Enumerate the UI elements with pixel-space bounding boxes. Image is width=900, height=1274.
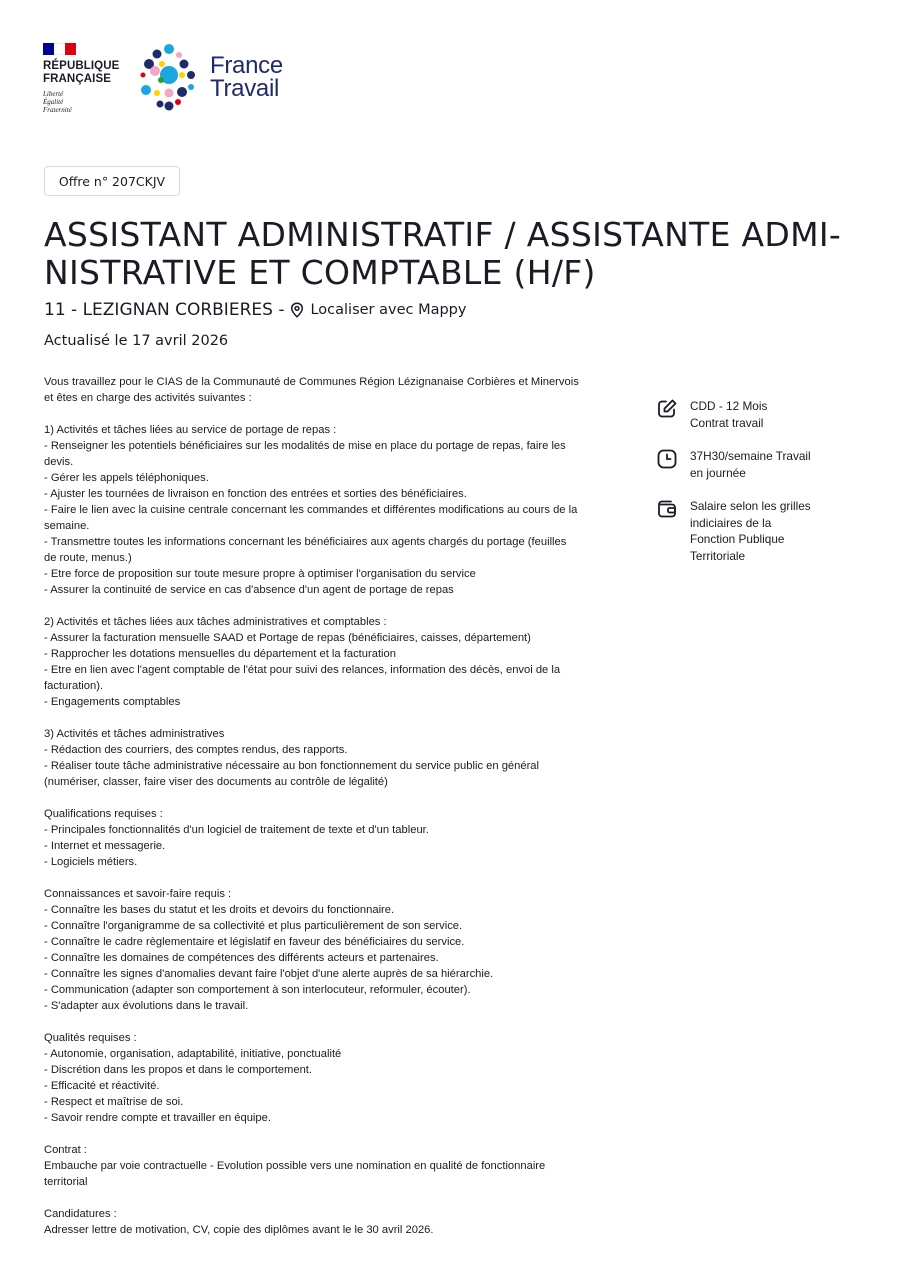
description-line: - Connaître les domaines de compétences des différents acteurs et partenaires. [44, 952, 439, 964]
description-line [44, 1014, 579, 1030]
description-line: devis. [44, 456, 74, 468]
france-travail-logo-icon [138, 42, 202, 112]
description-line: - Logiciels métiers. [44, 856, 138, 868]
job-description [44, 374, 579, 1238]
description-line [44, 870, 579, 886]
mappy-link[interactable]: Localiser avec Mappy [310, 302, 467, 318]
description-line: - Etre en lien avec l'agent comptable de l'état pour suivi des relances, information des décès, envoi de la [44, 664, 561, 676]
location-text: 11 - LEZIGNAN CORBIERES - [44, 300, 285, 320]
description-line: - Connaître le cadre règlementaire et législatif en faveur des bénéficiaires du service. [44, 936, 465, 948]
description-line [44, 1126, 579, 1142]
description-line: - Connaître les bases du statut et les droits et devoirs du fonctionnaire. [44, 904, 395, 916]
salary-text: Salaire selon les grilles indiciaires de la Fonction Publique Territoriale [690, 499, 811, 563]
french-flag-icon [43, 43, 76, 55]
description-line: - Réaliser toute tâche administrative nécessaire au bon fonctionnement du service public en général [44, 760, 540, 772]
page-title: ASSISTANT ADMINISTRATIF / ASSISTANTE ADMI- NISTRATIVE ET COMPTABLE (H/F) [44, 215, 842, 292]
description-line: Contrat : [44, 1144, 87, 1156]
description-line: - Engagements comptables [44, 696, 181, 708]
offer-number-badge: Offre n° 207CKJV [44, 166, 180, 196]
description-line: - Autonomie, organisation, adaptabilité, initiative, ponctualité [44, 1048, 342, 1060]
job-location [44, 299, 466, 321]
france-travail-wordmark: France Travail [210, 52, 283, 102]
description-line: 2) Activités et tâches liées aux tâches administratives et comptables : [44, 616, 387, 628]
description-line: - Rédaction des courriers, des comptes rendus, des rapports. [44, 744, 348, 756]
salary [656, 498, 836, 564]
map-pin-icon [290, 302, 304, 318]
job-summary [656, 398, 836, 581]
description-line [44, 406, 579, 422]
description-line [44, 710, 579, 726]
edit-icon [656, 398, 678, 420]
contract-type-text: CDD - 12 Mois Contrat travail [690, 399, 768, 430]
description-line: - Rapprocher les dotations mensuelles du département et la facturation [44, 648, 396, 660]
description-line [44, 1190, 579, 1206]
description-line [44, 790, 579, 806]
description-line: de route, menus.) [44, 552, 132, 564]
description-line: - Respect et maîtrise de soi. [44, 1096, 184, 1108]
description-line: - Internet et messagerie. [44, 840, 166, 852]
description-line: semaine. [44, 520, 90, 532]
working-hours-text: 37H30/semaine Travail en journée [690, 449, 811, 480]
description-line: 3) Activités et tâches administratives [44, 728, 225, 740]
republique-francaise-logo [43, 43, 119, 114]
wallet-icon [656, 498, 678, 520]
description-line: 1) Activités et tâches liées au service de portage de repas : [44, 424, 337, 436]
description-line: - Connaître l'organigramme de sa collectivité et plus particulièrement de son service. [44, 920, 463, 932]
updated-date: Actualisé le 17 avril 2026 [44, 333, 229, 349]
description-line: Qualités requises : [44, 1032, 137, 1044]
description-line: - Efficacité et réactivité. [44, 1080, 160, 1092]
description-line: - Etre force de proposition sur toute mesure propre à optimiser l'organisation du service [44, 568, 476, 580]
description-line: - S'adapter aux évolutions dans le travail. [44, 1000, 249, 1012]
description-line: - Connaître les signes d'anomalies devant faire l'objet d'une alerte auprès de sa hiérarchie. [44, 968, 494, 980]
description-line: - Assurer la continuité de service en cas d'absence d'un agent de portage de repas [44, 584, 454, 596]
description-line: Qualifications requises : [44, 808, 163, 820]
description-line: - Gérer les appels téléphoniques. [44, 472, 209, 484]
description-line: Adresser lettre de motivation, CV, copie des diplômes avant le le 30 avril 2026. [44, 1224, 434, 1236]
description-line: - Transmettre toutes les informations concernant les bénéficiaires aux agents chargés du portage (feuilles [44, 536, 567, 548]
contract-type [656, 398, 836, 431]
description-line [44, 598, 579, 614]
description-line: - Discrétion dans les propos et dans le comportement. [44, 1064, 313, 1076]
description-line: - Renseigner les potentiels bénéficiaires sur les modalités de mise en place du portage de repas, faire les [44, 440, 566, 452]
description-line: facturation). [44, 680, 104, 692]
description-line: Embauche par voie contractuelle - Evolution possible vers une nomination en qualité de fonctionnaire [44, 1160, 546, 1172]
clock-icon [656, 448, 678, 470]
description-line: - Faire le lien avec la cuisine centrale concernant les commandes et différentes modifications au cours de la [44, 504, 578, 516]
republique-label: RÉPUBLIQUE FRANÇAISE [43, 60, 120, 85]
description-line: - Communication (adapter son comportement à son interlocuteur, reformuler, écouter). [44, 984, 471, 996]
description-line: Connaissances et savoir-faire requis : [44, 888, 232, 900]
description-line: - Assurer la facturation mensuelle SAAD et Portage de repas (bénéficiaires, caisses, département) [44, 632, 531, 644]
description-line: et êtes en charge des activités suivantes : [44, 392, 252, 404]
devise: Liberté Égalité Fraternité [43, 90, 72, 114]
description-line: - Principales fonctionnalités d'un logiciel de traitement de texte et d'un tableur. [44, 824, 429, 836]
description-line: Vous travaillez pour le CIAS de la Communauté de Communes Région Lézignanaise Corbières et Minervois [44, 376, 579, 388]
description-line: - Savoir rendre compte et travailler en équipe. [44, 1112, 271, 1124]
description-line: - Ajuster les tournées de livraison en fonction des entrées et sorties des bénéficiaires. [44, 488, 467, 500]
description-line: (numériser, classer, faire viser des documents au contrôle de légalité) [44, 776, 388, 788]
description-line: territorial [44, 1176, 88, 1188]
working-hours [656, 448, 836, 481]
description-line: Candidatures : [44, 1208, 117, 1220]
